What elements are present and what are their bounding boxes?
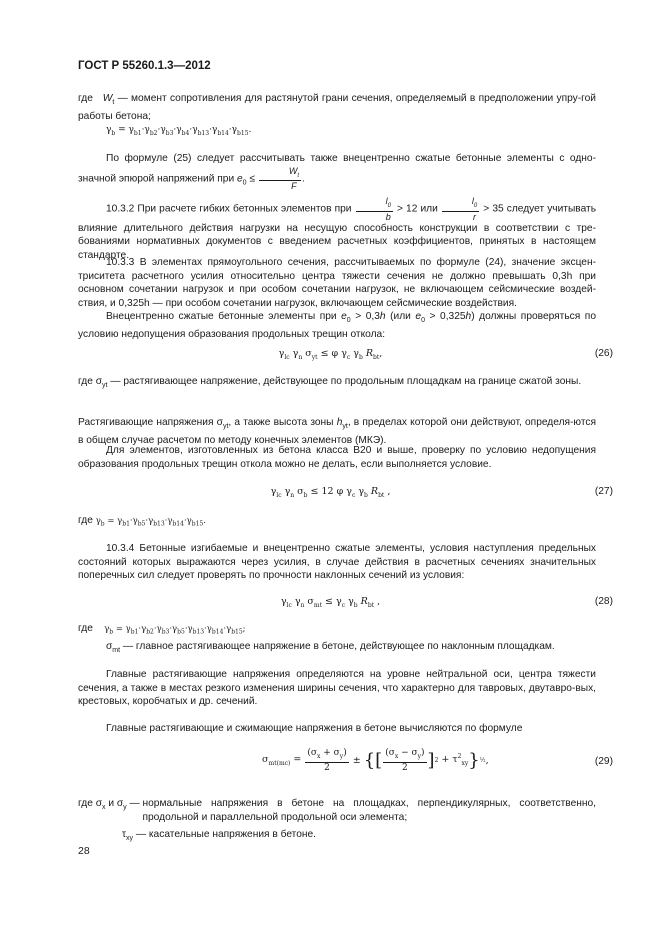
equation-27-number: (27) bbox=[594, 486, 613, 497]
paragraph-eccentric: Внецентренно сжатые бетонные элементы при $e_0 > 0,3h$ (или $e_0 > 0,325h$) должны проверяться по условию недопущения образования продольных трещин откола: bbox=[78, 311, 596, 340]
equation-26-number: (26) bbox=[594, 348, 613, 359]
paragraph-tau-xy: $\tau_{xy}$ — касательные напряжения в бетоне. bbox=[122, 829, 316, 843]
equation-29-number: (29) bbox=[594, 756, 613, 767]
equation-26: $\gamma_{lc}$ $\gamma_n$ $\sigma_{yt} \le \varphi$ $\gamma_c$ $\gamma_b$ $R_{bt}$, bbox=[278, 348, 383, 361]
equation-28: $\gamma_{lc}$ $\gamma_n$ $\sigma_{mt} \le \gamma_c$ $\gamma_b$ $R_{bt}$ , bbox=[280, 596, 381, 609]
paragraph-10-3-3: 10.3.3 В элементах прямоугольного сечения, рассчитываемых по формуле (24), значение эксцен-триситета расчетного усилия относительно центра тяжести сечения не должно превышать 0,3h при основном сочетании нагрузок и при особом сочетании нагрузок, не включающем сейсмические воздей-ствия, и 0,325h — при особом сочетании нагрузок, включающем сейсмические воздействия. bbox=[78, 257, 596, 309]
paragraph-sigma-mt: $\sigma_{mt}$ — главное растягивающее напряжение в бетоне, действующее по наклонным площадкам. bbox=[106, 641, 555, 655]
paragraph-formula-intro: Главные растягивающие и сжимающие напряжения в бетоне вычисляются по формуле bbox=[106, 723, 523, 734]
equation-28-number: (28) bbox=[594, 596, 613, 607]
paragraph-formula-25: По формуле (25) следует рассчитывать также внецентренно сжатые бетонные элементы с одно-значной эпюрой напряжений при $e_0$ ≤ $\frac{W_t}{F}$ . bbox=[78, 153, 596, 192]
equation-27: $\gamma_{lc}$ $\gamma_n$ $\sigma_b \le 12$ φ $\gamma_c$ $\gamma_b$ $R_{bt}$ , bbox=[270, 486, 391, 499]
paragraph-10-3-4: 10.3.4 Бетонные изгибаемые и внецентренно сжатые элементы, условия наступления предельных состояний которых выражаются через усилия, в случае действия в расчетных сечениях значительных поперечных сил следует проверять по прочности наклонных сечений из условия: bbox=[78, 543, 596, 582]
paragraph-10-3-2: 10.3.2 При расчете гибких бетонных элементов при $\frac{l_0}{b}$ > 12 или $\frac{l_0}{r}$ > 35 следует учитывать влияние длительного действия нагрузки на несущую способность конструкции в соответствии с тре-бованиями нормативных документов с введением расчетных коэффициентов, принятых в настоящем стандарте. bbox=[78, 196, 597, 261]
fraction-w-f: $\frac{W_t}{F}$ bbox=[259, 166, 301, 192]
paragraph-where-sigma-yt: где $\sigma_{yt}$ — растягивающее напряжение, действующее по продольным площадкам на границе сжатой зоны. bbox=[78, 376, 582, 390]
paragraph-where-w: где $W_t$ — момент сопротивления для растянутой грани сечения, определяемый в предположении упру-гой работы бетона; bbox=[78, 93, 596, 122]
paragraph-principal-stresses: Главные растягивающие напряжения определяются на уровне нейтральной оси, центра тяжести сечения, а также в местах резкого изменения ширины сечения, что характерно для тавровых, двутавро-вых, крестовых, коробчатых и др. сечений. bbox=[78, 669, 596, 708]
page-number: 28 bbox=[78, 845, 90, 857]
paragraph-where-gamma-b-3: где $\gamma_b = \gamma_{b1}\cdot\gamma_{b2}\cdot\gamma_{b3}\cdot\gamma_{b5}\cdot\gamma_{b13}\cdot\gamma_{b14}\cdot\gamma_{b15}$; bbox=[78, 623, 246, 636]
paragraph-where-sigma-x-y: где $\sigma_x$ и $\sigma_y$ — нормальные напряжения в бетоне на площадках, перпендикулярных, соответственно, продольной и параллельной продольной оси элемента; bbox=[78, 798, 596, 823]
paragraph-b20: Для элементов, изготовленных из бетона класса В20 и выше, проверку по условию недопущения образования продольных трещин откола можно не делать, если выполняется условие. bbox=[78, 445, 596, 470]
document-header: ГОСТ Р 55260.1.3—2012 bbox=[78, 60, 211, 72]
equation-29: $\sigma_{mt(mc)}$ = $\frac{(\sigma_x + \sigma_y)}{2}$ ± { [ $\frac{(\sigma_x - \sigma_y)}{2}$ ] 2 + $\tau^2_{xy}$ } ½ , bbox=[262, 748, 489, 773]
formula-gamma-b-1: $\gamma_b = \gamma_{b1}\cdot\gamma_{b2}\cdot\gamma_{b3}\cdot\gamma_{b4}\cdot\gamma_{b13}\cdot\gamma_{b14}\cdot\gamma_{b15}$. bbox=[106, 125, 252, 137]
paragraph-tensile: Растягивающие напряжения $\sigma_{yt}$, а также высота зоны $h_{yt}$, в пределах которой они действуют, определя-ются в общем случае расчетом по методу конечных элементов (МКЭ). bbox=[78, 417, 597, 446]
paragraph-where-gamma-b-2: где $\gamma_b = \gamma_{b1}\cdot\gamma_{b5}\cdot\gamma_{b13}\cdot\gamma_{b14}\cdot\gamma_{b15}$. bbox=[78, 515, 206, 528]
